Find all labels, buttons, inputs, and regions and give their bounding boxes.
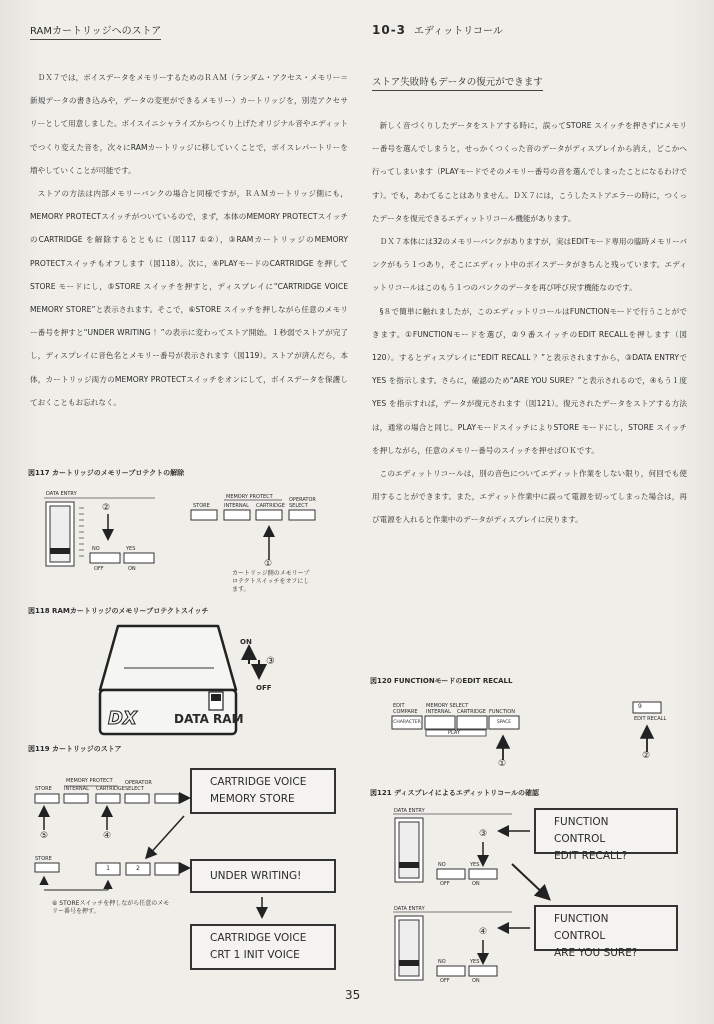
fig117-internal-label: INTERNAL	[224, 503, 249, 509]
fig117-step1: ①	[264, 559, 273, 569]
fig119-store-label-2: STORE	[35, 856, 52, 862]
fig121-yes-label: YES	[470, 862, 480, 868]
fig119-store-label: STORE	[35, 786, 52, 792]
fig120-play-label: PLAY	[448, 730, 461, 736]
fig120-cartridge-label: CARTRIDGE	[457, 709, 486, 715]
fig119-display-result	[190, 924, 336, 970]
fig121-on-label-2: ON	[472, 978, 480, 984]
fig118-data-ram-label: DATA RAM	[174, 712, 244, 726]
fig120-function-label: FUNCTION	[489, 709, 515, 715]
fig120-character-button: CHARACTER	[393, 720, 421, 725]
fig119-memory-protect-label: MEMORY PROTECT	[66, 778, 113, 784]
fig119-display3-line1: CARTRIDGE VOICE	[210, 932, 307, 944]
fig119-step5: ⑤	[40, 831, 49, 841]
fig117-caption: 図117 カートリッジのメモリープロテクトの解除	[28, 469, 185, 477]
fig121-step3: ③	[479, 829, 488, 839]
fig121-off-label-2: OFF	[440, 978, 450, 984]
fig121-step4: ④	[479, 927, 488, 937]
fig121-display-edit-recall	[534, 808, 678, 862]
fig121-data-entry-label-2: DATA ENTRY	[394, 906, 425, 912]
fig117-store-label: STORE	[193, 503, 210, 509]
fig117-off-label: OFF	[94, 566, 104, 572]
fig119-internal-label: INTERNAL	[64, 786, 89, 792]
fig119-display-writing	[190, 859, 336, 893]
fig121-display1-line1: FUNCTION CONTROL	[554, 816, 609, 845]
fig119-cartridge-label: CARTRIDGE	[96, 786, 125, 792]
fig117-cartridge-label: CARTRIDGE	[256, 503, 285, 509]
fig117-no-label: NO	[92, 546, 100, 552]
fig121-data-entry-label: DATA ENTRY	[394, 808, 425, 814]
fig118-on-label: ON	[240, 638, 252, 646]
right-header-title: エディットリコール	[414, 26, 503, 37]
fig120-step1: ①	[498, 759, 507, 769]
fig119-display-store	[190, 768, 336, 814]
fig119-display1-line1: CARTRIDGE VOICE	[210, 776, 307, 788]
fig121-display-are-you-sure	[534, 905, 678, 959]
fig121-on-label: ON	[472, 881, 480, 887]
fig120-key-9: 9	[638, 703, 642, 710]
section-number: 10-3	[372, 23, 407, 37]
fig121-off-label: OFF	[440, 881, 450, 887]
fig120-edit-compare-label: EDIT COMPARE	[393, 703, 418, 715]
fig119-step4: ④	[103, 831, 112, 841]
fig121-caption: 図121 ディスプレイによるエディットリコールの確認	[370, 789, 540, 797]
left-paragraph: ＤＸ７では，ボイスデータをメモリーするためのＲＡＭ（ランダム・アクセス・メモリー＝新規データの書き込みや，データの変更ができるメモリー）カートリッジを，別売アクセサリーとして用意しました。ボイスイニシャライズからつくり上げたオリジナル音やエディットでつくり変えた音を，次々にRAMカートリッジに移していくことで，ボイスレパートリーを増やしていくことが可能です。	[30, 73, 348, 175]
fig120-memory-select-label: MEMORY SELECT	[426, 703, 469, 709]
fig121-no-label: NO	[438, 862, 446, 868]
left-paragraph: ストアの方法は内部メモリーバンクの場合と同様ですが，ＲＡＭカートリッジ側にも，MEMORY PROTECTスイッチがついているので，まず，本体のMEMORY PROTECTスイッチのCARTRIDGE を解除するとともに（図117 ①②），③RAMカートリッジのMEMORY PROTECTスイッチもオフします（図118）。次に，④PLAYモードのCARTRIDGE を押してSTORE モードにし，⑤STORE スイッチを押すと，ディスプレイに“CARTRIDGE VOICE MEMORY STORE”と表示されます。そこで，⑥STORE スイッチを押しながら任意のメモリー番号を押すと“UNDER WRITING ！”の表示に変わってストア開始。１秒弱でストアが完了し，ディスプレイに音色名とメモリー番号が表示されます（図119）。ストアが済んだら，本体，カートリッジ両方のMEMORY PROTECTスイッチをオンにして，ボイスデータを保護しておくこともお忘れなく。	[30, 189, 348, 407]
fig119-key-2: 2	[136, 865, 140, 872]
fig119-operator-select-label: OPERATOR SELECT	[125, 780, 152, 792]
fig119-note: ⑥ STOREスイッチを押しながら任意のメモリー番号を押す。	[52, 900, 170, 915]
fig117-memory-protect-panel	[191, 500, 315, 560]
fig119-display3-line2: CRT 1 INIT VOICE	[210, 949, 300, 961]
right-paragraph: 新しく音づくりしたデータをストアする時に，誤ってSTORE スイッチを押さずにメモリー番号を選んでしまうと，せっかくつくった音のデータがディスプレイから消え，どこかへ行ってしまいます（PLAYモードでそのメモリー番号の音を選んでしまったことになるわけです）。でも，あわてることはありません。ＤＸ７には，こうしたストアエラーの時に，つくったデータを復元できるエディットリコール機能があります。	[372, 121, 687, 223]
fig121-drawing	[393, 814, 548, 980]
fig118-step3: ③	[266, 656, 275, 667]
fig117-on-label: ON	[128, 566, 136, 572]
fig121-yes-label-2: YES	[470, 959, 480, 965]
right-paragraph: §８で簡単に触れましたが，このエディットリコールはFUNCTIONモードで行うことができます。①FUNCTIONモードを選び，②９番スイッチのEDIT RECALLを押します（図120）。するとディスプレイに“EDIT RECALL ？”と表示されますから，③DATA ENTRYでYES を指示します。さらに，確認のため“ARE YOU SURE？”と表示されるので，④もう１度YES を指示すれば，データが復元されます（図121）。復元されたデータをストアする方法は，通常の場合と同じ。PLAYモードスイッチによりSTORE モードにし，STORE スイッチを押しながら，任意のメモリー番号のスイッチを押せばＯＫです。	[372, 306, 687, 455]
fig120-step2: ②	[642, 751, 651, 761]
left-header-title: RAMカートリッジへのストア	[30, 22, 161, 40]
fig117-data-entry-label: DATA ENTRY	[46, 491, 77, 497]
fig121-display2-line1: FUNCTION CONTROL	[554, 913, 609, 942]
right-paragraph: このエディットリコールは，別の音色についてエディット作業をしない限り，何回でも使用することができます。また，エディット作業中に誤って電源を切ってしまった場合は，再び電源を入れると作業中のデータがディスプレイに戻ります。	[372, 469, 687, 525]
fig120-caption: 図120 FUNCTIONモードのEDIT RECALL	[370, 677, 513, 685]
fig120-internal-label: INTERNAL	[426, 709, 451, 715]
page-number: 35	[345, 988, 361, 1002]
fig121-no-label-2: NO	[438, 959, 446, 965]
fig117-yes-label: YES	[126, 546, 136, 552]
fig119-caption: 図119 カートリッジのストア	[28, 745, 122, 753]
right-paragraph: ＤＸ７本体には32のメモリーバンクがありますが，実はEDITモード専用の臨時メモリーバンクがもう１つあり，そこにエディット中のボイスデータがきちんと残っています。エディットリコールはこのもう１つのバンクのデータを再び呼び戻す機能なのです。	[372, 237, 687, 293]
fig117-note: カートリッジ側のメモリープロテクトスイッチをオフにします。	[232, 570, 310, 593]
right-subtitle: ストア失敗時もデータの復元ができます	[372, 74, 543, 91]
fig118-off-label: OFF	[256, 684, 272, 692]
fig120-space-button: SPACE	[496, 720, 512, 725]
fig117-operator-select-label: OPERATOR SELECT	[289, 497, 316, 509]
fig121-display2-line2: ARE YOU SURE?	[554, 947, 638, 959]
fig117-memory-protect-label: MEMORY PROTECT	[226, 494, 273, 500]
fig120-edit-recall-label: EDIT RECALL	[634, 716, 667, 722]
fig117-data-entry-panel	[44, 498, 155, 566]
fig119-display2-text: UNDER WRITING!	[210, 870, 302, 882]
fig119-display1-line2: MEMORY STORE	[210, 793, 295, 805]
fig121-display1-line2: EDIT RECALL?	[554, 850, 628, 862]
fig118-caption: 図118 RAMカートリッジのメモリープロテクトスイッチ	[28, 607, 209, 615]
fig117-step2: ②	[102, 503, 111, 513]
fig119-key-1: 1	[106, 865, 110, 872]
fig118-dx-logo: DX	[108, 708, 137, 729]
